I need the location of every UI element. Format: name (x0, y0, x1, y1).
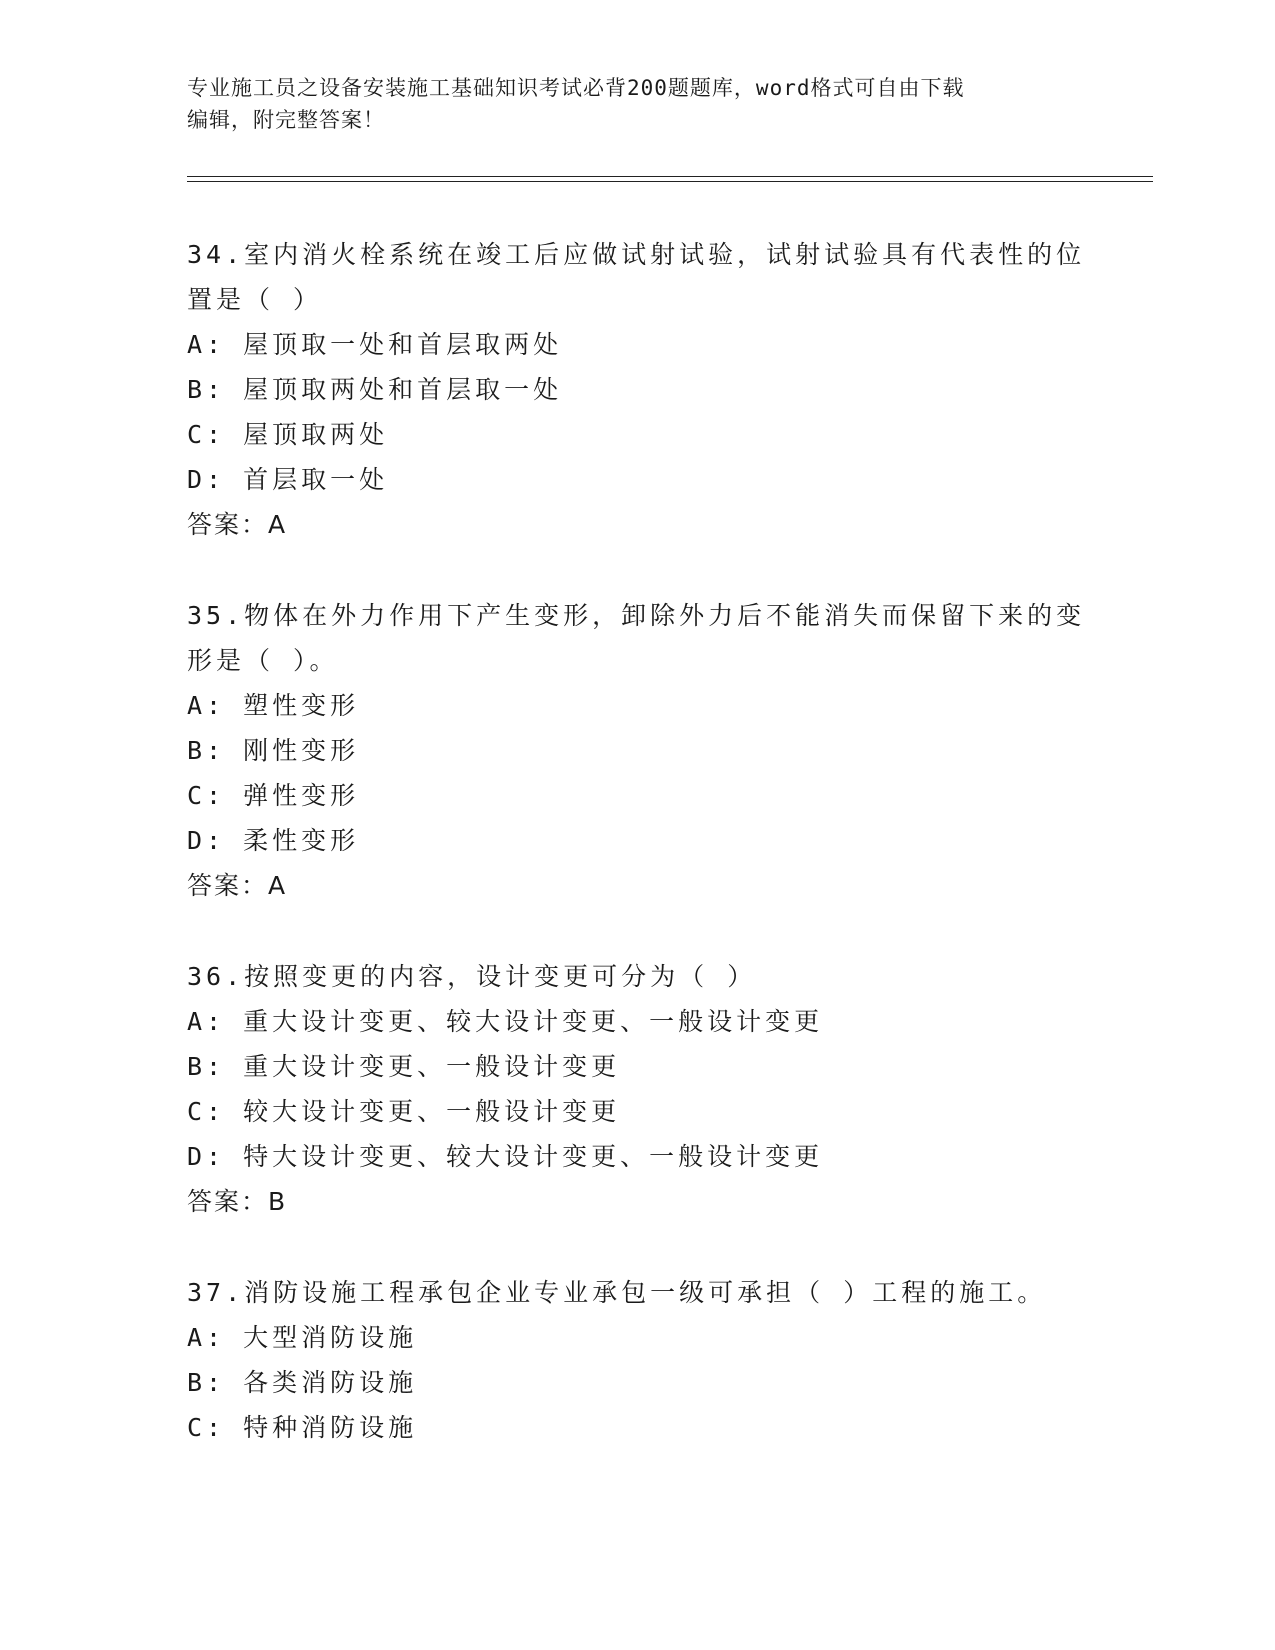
option-b (187, 728, 1087, 773)
question-36 (187, 954, 1087, 1224)
option-text: 较大设计变更、一般设计变更 (243, 1097, 621, 1126)
option-key: D: (187, 1142, 226, 1171)
option-text: 弹性变形 (243, 781, 360, 810)
option-d (187, 1134, 1087, 1179)
option-key: C: (187, 1097, 226, 1126)
option-text: 大型消防设施 (243, 1323, 418, 1352)
question-stem-line: 置是（ ） (187, 285, 323, 314)
answer-line: 答案：B (187, 1187, 288, 1216)
question-stem-line: 35.物体在外力作用下产生变形，卸除外力后不能消失而保留下来的变 (187, 601, 1086, 630)
question-stem (187, 954, 1087, 999)
option-key: A: (187, 1323, 226, 1352)
option-b (187, 367, 1087, 412)
header-title-line-1: 专业施工员之设备安装施工基础知识考试必背200题题库，word格式可自由下载 (187, 76, 965, 100)
option-key: B: (187, 1052, 226, 1081)
option-key: C: (187, 781, 226, 810)
option-text: 屋顶取一处和首层取两处 (243, 330, 563, 359)
question-list (187, 232, 1087, 1496)
option-key: A: (187, 330, 226, 359)
question-34 (187, 232, 1087, 547)
option-text: 刚性变形 (243, 736, 360, 765)
option-c (187, 773, 1087, 818)
option-key: B: (187, 736, 226, 765)
option-key: A: (187, 1007, 226, 1036)
option-text: 特大设计变更、较大设计变更、一般设计变更 (243, 1142, 824, 1171)
option-b (187, 1360, 1087, 1405)
option-text: 重大设计变更、较大设计变更、一般设计变更 (243, 1007, 824, 1036)
option-a (187, 322, 1087, 367)
option-text: 重大设计变更、一般设计变更 (243, 1052, 621, 1081)
question-stem (187, 593, 1087, 683)
option-key: A: (187, 691, 226, 720)
question-stem-line: 34.室内消火栓系统在竣工后应做试射试验，试射试验具有代表性的位 (187, 240, 1086, 269)
option-text: 屋顶取两处 (243, 420, 389, 449)
option-key: D: (187, 826, 226, 855)
header-title-line-2: 编辑，附完整答案！ (187, 108, 385, 132)
option-key: C: (187, 1413, 226, 1442)
option-text: 柔性变形 (243, 826, 360, 855)
option-text: 屋顶取两处和首层取一处 (243, 375, 563, 404)
question-stem-line: 形是（ ）。 (187, 646, 339, 675)
header-divider-bottom (187, 181, 1153, 182)
question-stem-line: 37.消防设施工程承包企业专业承包一级可承担（ ）工程的施工。 (187, 1278, 1047, 1307)
option-key: B: (187, 375, 226, 404)
document-header (187, 72, 1067, 136)
option-key: D: (187, 465, 226, 494)
option-key: C: (187, 420, 226, 449)
option-a (187, 999, 1087, 1044)
answer-line: 答案：A (187, 871, 288, 900)
option-a (187, 1315, 1087, 1360)
question-stem (187, 232, 1087, 322)
question-stem (187, 1270, 1087, 1315)
option-text: 各类消防设施 (243, 1368, 418, 1397)
question-37 (187, 1270, 1087, 1450)
option-key: B: (187, 1368, 226, 1397)
answer-line: 答案：A (187, 510, 288, 539)
option-a (187, 683, 1087, 728)
option-c (187, 1405, 1087, 1450)
option-text: 塑性变形 (243, 691, 360, 720)
option-text: 特种消防设施 (243, 1413, 418, 1442)
option-d (187, 818, 1087, 863)
option-text: 首层取一处 (243, 465, 389, 494)
question-stem-line: 36.按照变更的内容，设计变更可分为（ ） (187, 962, 757, 991)
option-c (187, 1089, 1087, 1134)
option-d (187, 457, 1087, 502)
question-35 (187, 593, 1087, 908)
option-c (187, 412, 1087, 457)
header-divider-top (187, 176, 1153, 177)
option-b (187, 1044, 1087, 1089)
